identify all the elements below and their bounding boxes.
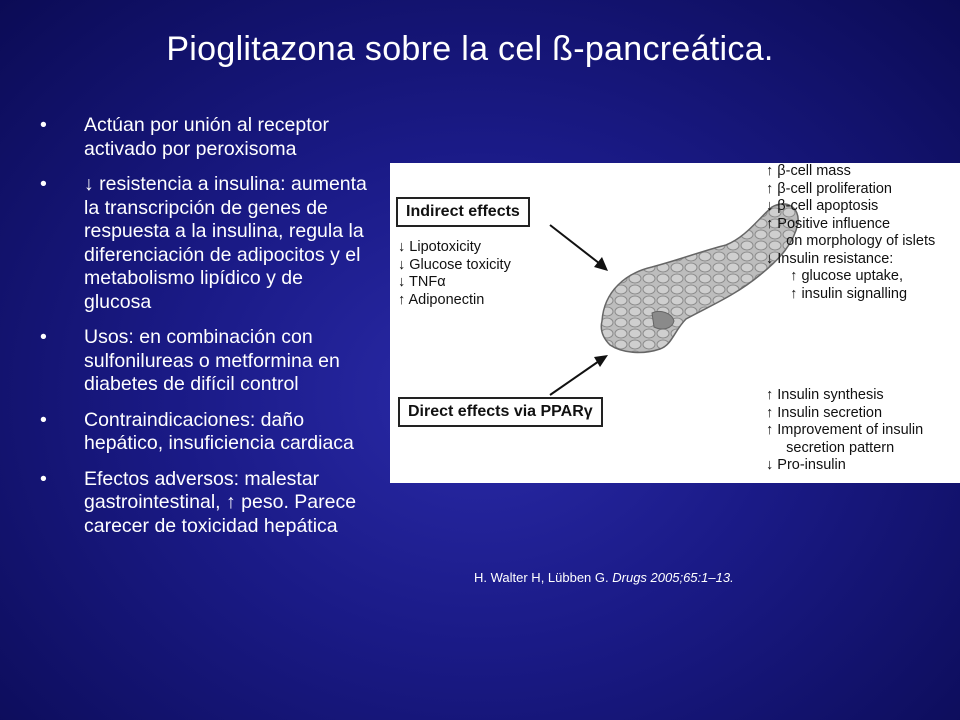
bullet-list: [40, 114, 375, 550]
top-right-effects-list: [766, 163, 935, 303]
effect-item: ↑ glucose uptake,: [766, 268, 904, 284]
bullet-marker: •: [40, 114, 47, 136]
bullet-marker: •: [40, 326, 47, 348]
effect-item: ↑ insulin signalling: [766, 285, 908, 302]
indirect-item: ↑ Adiponectin: [398, 291, 485, 308]
bullet-item: [40, 173, 375, 314]
indirect-effects-list: [398, 239, 511, 309]
effect-item: on morphology of islets: [766, 233, 936, 249]
citation-journal: Drugs 2005;65:1–13.: [612, 570, 734, 585]
bottom-right-effects-list: [766, 387, 923, 475]
indirect-effects-box: Indirect effects: [396, 197, 530, 227]
bullet-text: Usos: en combinación con sulfonilureas o metformina en diabetes de difícil control: [84, 326, 340, 395]
bullet-item: [40, 326, 375, 397]
effect-item: ↑ β-cell proliferation: [766, 180, 892, 197]
effect-item: ↑ Improvement of insulin: [766, 422, 924, 438]
effect-item: ↓ Insulin resistance:: [766, 250, 894, 267]
bullet-item: [40, 409, 375, 456]
effect-item: secretion pattern: [766, 439, 895, 456]
effect-item: ↑ Insulin synthesis: [766, 387, 884, 403]
slide-title: Pioglitazona sobre la cel ß-pancreática.: [166, 30, 774, 68]
citation: [474, 570, 734, 585]
indirect-item: ↓ Glucose toxicity: [398, 256, 511, 273]
bullet-text: ↓ resistencia a insulina: aumenta la transcripción de genes de respuesta a la insulina, regula la diferenciación de adipocitos y el metabolismo lipídico y de glucosa: [84, 173, 367, 313]
effect-item: ↑ Positive influence: [766, 215, 891, 232]
effect-item: ↓ Pro-insulin: [766, 457, 846, 473]
effect-item: ↑ β-cell mass: [766, 163, 851, 179]
bullet-item: [40, 114, 375, 161]
effect-item: ↑ Insulin secretion: [766, 404, 883, 421]
pancreas-figure: [390, 163, 960, 483]
bullet-marker: •: [40, 467, 47, 490]
bullet-marker: •: [40, 408, 47, 431]
direct-effects-box: Direct effects via PPARγ: [398, 397, 603, 427]
bullet-text: Efectos adversos: malestar gastrointestinal, ↑ peso. Parece carecer de toxicidad hepática: [84, 467, 357, 537]
bullet-marker: •: [40, 173, 47, 195]
indirect-item: ↓ TNFα: [398, 274, 446, 290]
bullet-text: Contraindicaciones: daño hepático, insuficiencia cardiaca: [84, 408, 354, 454]
bullet-text: Actúan por unión al receptor activado por peroxisoma: [84, 114, 329, 160]
citation-authors: H. Walter H, Lübben G.: [474, 570, 613, 585]
indirect-item: ↓ Lipotoxicity: [398, 239, 482, 255]
bullet-item: [40, 468, 375, 539]
effect-item: ↓ β-cell apoptosis: [766, 198, 879, 214]
